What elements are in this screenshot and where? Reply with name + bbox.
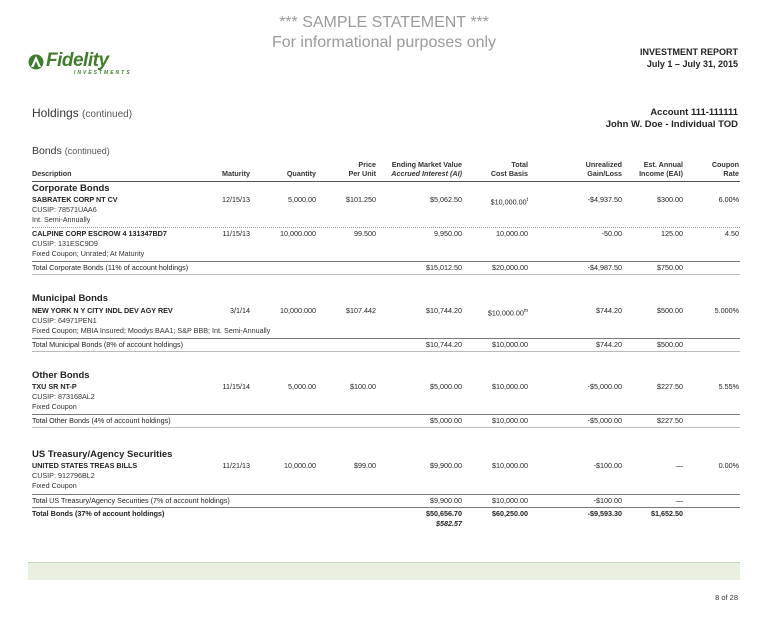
total-row: Total Other Bonds (4% of account holdings) $5,000.00 $10,000.00 -$5,000.00 $227.50 [32, 416, 683, 425]
table-row: TXU SR NT-P 11/15/14 5,000.00 $100.00 $5,000.00 $10,000.00 -$5,000.00 $227.50 5.55% [32, 382, 739, 391]
header-market-value: Ending Market Value Accrued Interest (AI) [391, 160, 462, 178]
total-divider [32, 414, 740, 415]
section-title-other: Other Bonds [32, 370, 90, 381]
header-coupon-rate: Coupon Rate [711, 160, 739, 178]
account-info [606, 107, 738, 131]
total-underline [32, 351, 740, 352]
header-cost-basis: Total Cost Basis [490, 160, 528, 178]
total-divider [32, 494, 740, 495]
total-row: Total Municipal Bonds (8% of account holdings) $10,744.20 $10,000.00 $744.20 $500.00 [32, 340, 683, 349]
header-description: Description [32, 169, 72, 178]
cusip-line: CUSIP: 64971PEN1 [32, 316, 97, 325]
bonds-title: Bonds (continued) [32, 145, 110, 157]
table-row: UNITED STATES TREAS BILLS 11/21/13 10,000.00 $99.00 $9,900.00 $10,000.00 -$100.00 — 0.00% [32, 461, 739, 470]
report-heading [640, 46, 738, 70]
total-divider [32, 338, 740, 339]
note-line: Fixed Coupon; Unrated; At Maturity [32, 249, 145, 258]
report-period: July 1 – July 31, 2015 [646, 59, 738, 69]
section-title-treasury: US Treasury/Agency Securities [32, 449, 173, 460]
header-maturity: Maturity [222, 169, 250, 178]
account-number: Account 111-111111 [650, 107, 738, 118]
account-owner: John W. Doe - Individual TOD [605, 119, 738, 130]
grand-total-accrued: $582.57 [436, 519, 462, 528]
section-title-municipal: Municipal Bonds [32, 293, 108, 304]
table-row: NEW YORK N Y CITY INDL DEV AGY REV 3/1/14 10,000.000 $107.442 $10,744.20 $10,000.00$^m$ $744.20 $500.00 5.000% [32, 306, 739, 318]
note-line: Int. Semi-Annually [32, 215, 91, 224]
cusip-line: CUSIP: 131ESC9D9 [32, 239, 98, 248]
table-row: SABRATEK CORP NT CV 12/15/13 5,000.00 $101.250 $5,062.50 $10,000.00$^t$ -$4,937.50 $300.00 6.00% [32, 195, 739, 207]
header-quantity: Quantity [286, 169, 316, 178]
cusip-line: CUSIP: 912796BL2 [32, 471, 95, 480]
table-header [32, 160, 740, 182]
report-title: INVESTMENT REPORT [639, 47, 738, 57]
section-title-corporate: Corporate Bonds [32, 183, 110, 194]
note-line: Fixed Coupon; MBIA Insured; Moodys BAA1; S&P BBB; Int. Semi-Annually [32, 326, 271, 335]
table-row: CALPINE CORP ESCROW 4 131347BD7 11/15/13 10,000.000 99.500 9,950.00 10,000.00 -50.00 125.00 4.50 [32, 229, 739, 238]
total-underline [32, 427, 740, 428]
cusip-line: CUSIP: 873168AL2 [32, 392, 95, 401]
page-number: 8 of 28 [715, 593, 738, 602]
total-row: Total US Treasury/Agency Securities (7% of account holdings) $9,900.00 $10,000.00 -$100.00 — [32, 496, 683, 505]
sample-watermark-sub: For informational purposes only [271, 34, 497, 51]
note-line: Fixed Coupon [32, 481, 77, 490]
footer-band [28, 562, 740, 580]
logo-subtext: INVESTMENTS [74, 70, 132, 76]
fidelity-logo [28, 52, 138, 76]
fidelity-pyramid-icon [28, 53, 44, 71]
holdings-title: Holdings (continued) [32, 106, 133, 120]
row-divider [32, 227, 740, 228]
total-divider [32, 261, 740, 262]
grand-total-divider [32, 507, 740, 508]
logo-wordmark: Fidelity [46, 50, 109, 71]
total-underline [32, 274, 740, 275]
total-row: Total Corporate Bonds (11% of account holdings) $15,012.50 $20,000.00 -$4,987.50 $750.00 [32, 263, 683, 272]
sample-watermark: *** SAMPLE STATEMENT *** [279, 14, 489, 31]
header-gain-loss: Unrealized Gain/Loss [585, 160, 622, 178]
grand-total-row: Total Bonds (37% of account holdings) $50,656.70 $60,250.00 -$9,593.30 $1,652.50 [32, 509, 683, 518]
cusip-line: CUSIP: 78571UAA6 [32, 205, 97, 214]
note-line: Fixed Coupon [32, 402, 77, 411]
header-annual-income: Est. Annual Income (EAI) [639, 160, 683, 178]
header-price: Price Per Unit [348, 160, 376, 178]
